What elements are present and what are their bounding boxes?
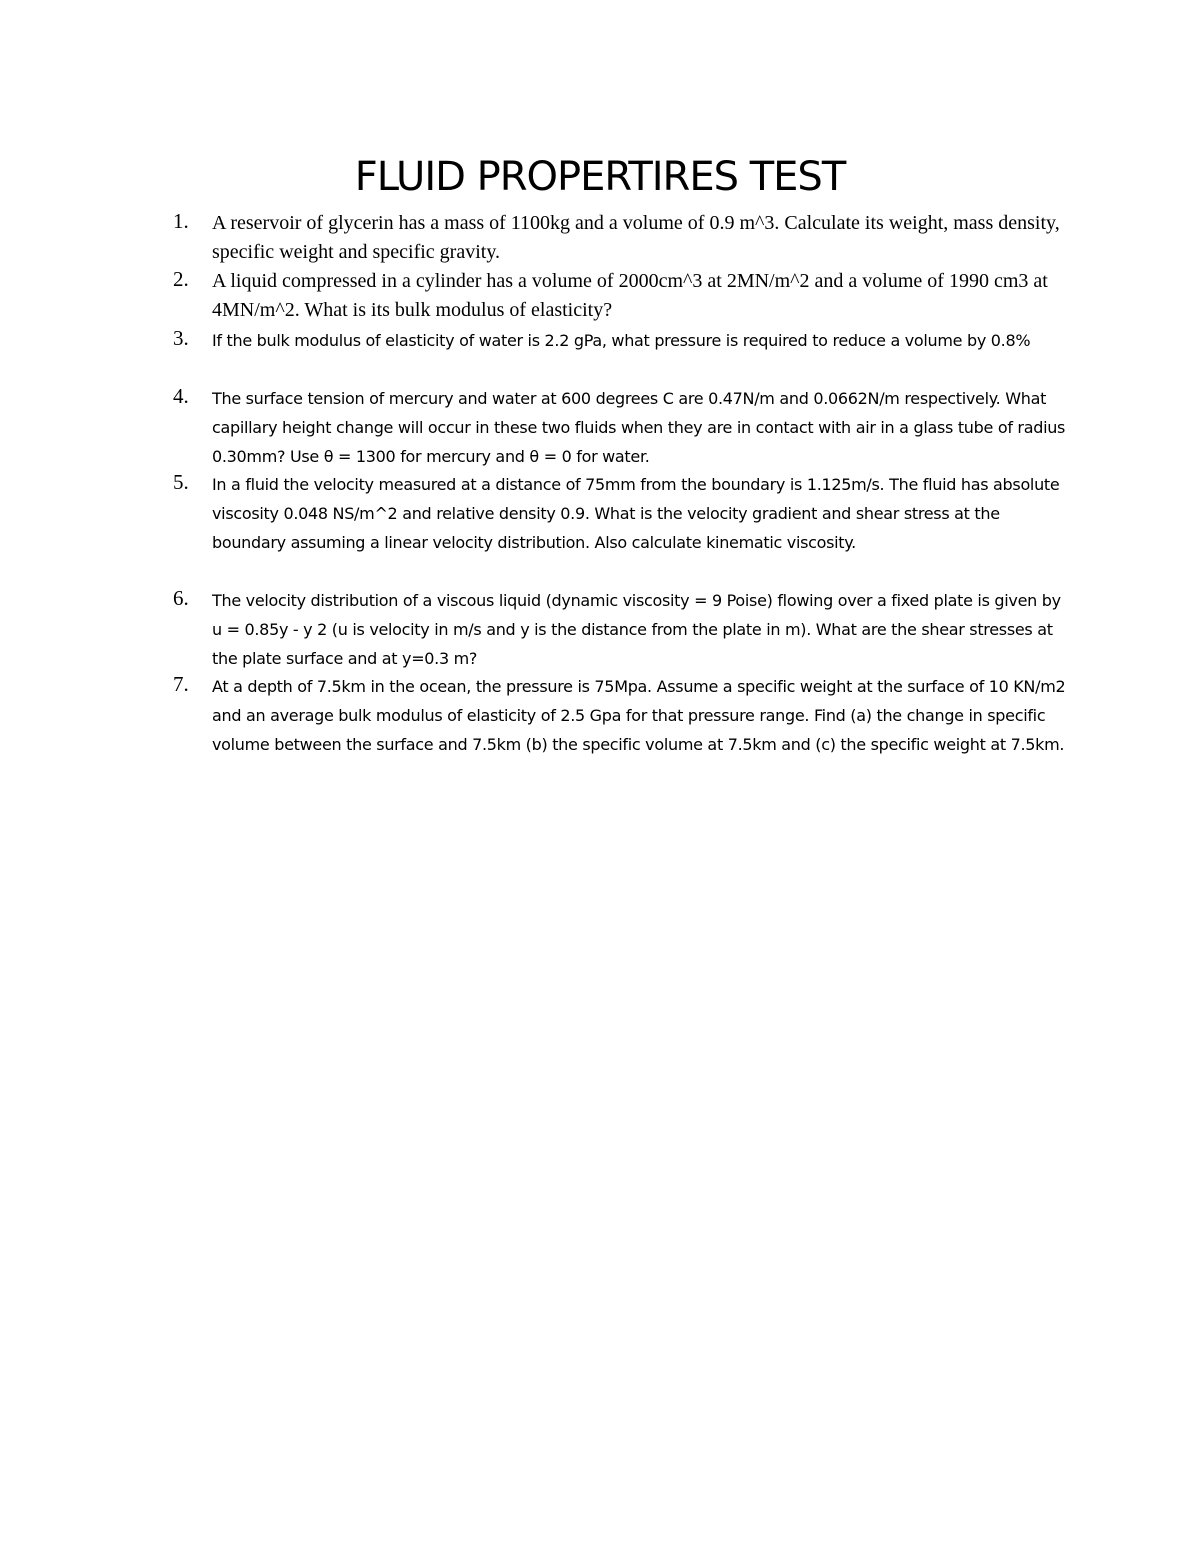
question-number: 5. <box>173 470 189 494</box>
question-text: The surface tension of mercury and water at 600 degrees C are 0.47N/m and 0.0662N/m respectively. What capillary height change will occur in these two fluids when they are in contact with air in a glass tube of radius 0.30mm? Use θ = 1300 for mercury and θ = 0 for water. <box>212 389 1066 466</box>
question-number: 6. <box>173 586 189 610</box>
question-number: 3. <box>173 326 189 350</box>
question-number: 7. <box>173 672 189 696</box>
question-number: 4. <box>173 384 189 408</box>
question-text: A reservoir of glycerin has a mass of 1100kg and a volume of 0.9 m^3. Calculate its weight, mass density, specific weight and specific gravity. <box>212 212 1060 263</box>
page-title: FLUID PROPERTIRES TEST <box>354 154 846 200</box>
question-text: The velocity distribution of a viscous liquid (dynamic viscosity = 9 Poise) flowing over a fixed plate is given by u = 0.85y - y 2 (u is velocity in m/s and y is the distance from the plate in m). What are the shear stresses at the plate surface and at y=0.3 m? <box>212 591 1061 668</box>
question-text: At a depth of 7.5km in the ocean, the pressure is 75Mpa. Assume a specific weight at the surface of 10 KN/m2 and an average bulk modulus of elasticity of 2.5 Gpa for that pressure range. Find (a) the change in specific volume between the surface and 7.5km (b) the specific volume at 7.5km and (c) the specific weight at 7.5km. <box>212 677 1066 754</box>
question-text: A liquid compressed in a cylinder has a volume of 2000cm^3 at 2MN/m^2 and a volume of 1990 cm3 at 4MN/m^2. What is its bulk modulus of elasticity? <box>212 270 1048 321</box>
question-number: 1. <box>173 209 189 233</box>
question-text: In a fluid the velocity measured at a distance of 75mm from the boundary is 1.125m/s. The fluid has absolute viscosity 0.048 NS/m^2 and relative density 0.9. What is the velocity gradient and shear stress at the boundary assuming a linear velocity distribution. Also calculate kinematic viscosity. <box>212 475 1060 552</box>
question-text: If the bulk modulus of elasticity of water is 2.2 gPa, what pressure is required to reduce a volume by 0.8% <box>212 331 1031 350</box>
question-number: 2. <box>173 267 189 291</box>
